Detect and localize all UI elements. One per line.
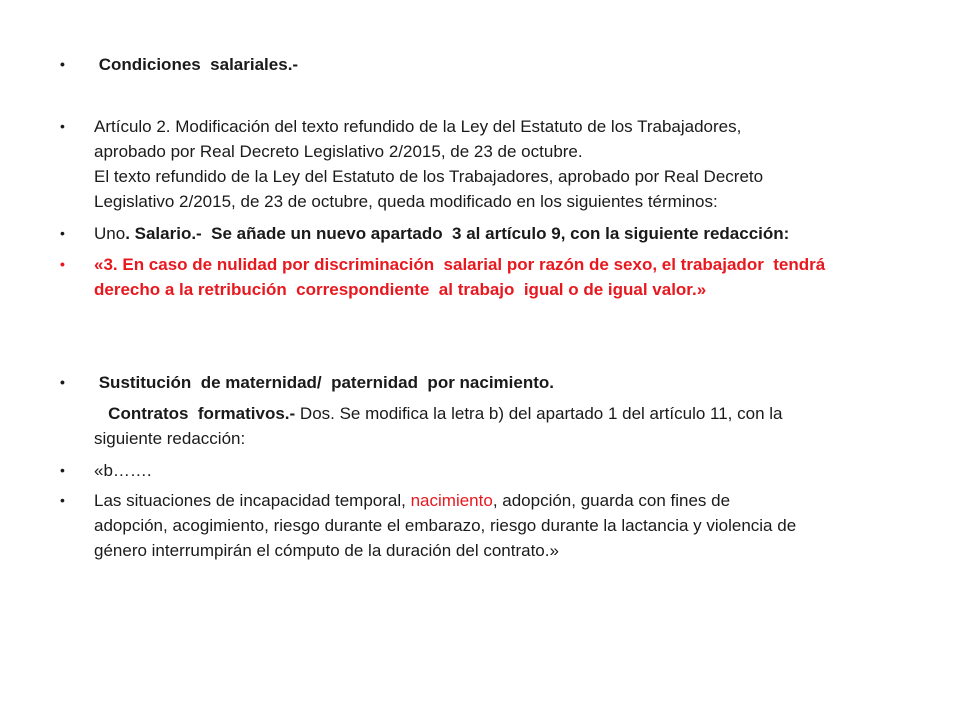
item-text: Condiciones salariales.- xyxy=(94,55,299,74)
bullet-item-articulo-2 xyxy=(60,114,914,214)
item-prefix: Uno xyxy=(94,224,126,243)
bullet-item-sustitucion xyxy=(60,370,914,395)
bullet-item-condiciones-salariales xyxy=(60,52,914,77)
item-bold-text: Contratos formativos.- xyxy=(94,404,296,423)
bullet-item-situaciones xyxy=(60,488,914,563)
highlight-text: nacimiento xyxy=(410,491,493,510)
item-line: Artículo 2. Modificación del texto refundido de la Ley del Estatuto de los Trabajadores, xyxy=(94,117,742,136)
bullet-glyph: • xyxy=(60,225,65,241)
bullet-glyph: • xyxy=(60,256,65,272)
item-text: Sustitución de maternidad/ paternidad por nacimiento. xyxy=(94,373,555,392)
item-line: derecho a la retribución correspondiente al trabajo igual o de igual valor.» xyxy=(94,280,707,299)
bullet-glyph: • xyxy=(60,492,65,508)
paragraph-contratos-formativos xyxy=(94,401,914,451)
item-text: , adopción, guarda con fines de xyxy=(492,491,731,510)
item-line: aprobado por Real Decreto Legislativo 2/2015, de 23 de octubre. xyxy=(94,142,583,161)
bullet-item-apartado-3 xyxy=(60,252,914,302)
item-text: «b……. xyxy=(94,461,152,480)
bullet-glyph: • xyxy=(60,462,65,478)
item-bold-text: . Salario.- Se añade un nuevo apartado 3 al artículo 9, con la siguiente redacción: xyxy=(125,224,790,243)
bullet-glyph: • xyxy=(60,56,65,72)
bullet-item-letra-b xyxy=(60,458,914,483)
item-line: «3. En caso de nulidad por discriminación salarial por razón de sexo, el trabajador tendrá xyxy=(94,255,826,274)
bullet-item-uno-salario xyxy=(60,221,914,246)
item-text: Dos. Se modifica la letra b) del apartado 1 del artículo 11, con la xyxy=(295,404,783,423)
bullet-glyph: • xyxy=(60,118,65,134)
item-line: siguiente redacción: xyxy=(94,429,246,448)
item-line: El texto refundido de la Ley del Estatuto de los Trabajadores, aprobado por Real Decreto xyxy=(94,167,764,186)
item-line: Legislativo 2/2015, de 23 de octubre, queda modificado en los siguientes términos: xyxy=(94,192,718,211)
item-line: adopción, acogimiento, riesgo durante el embarazo, riesgo durante la lactancia y violencia de xyxy=(94,516,797,535)
item-text: Las situaciones de incapacidad temporal, xyxy=(94,491,411,510)
item-line: género interrumpirán el cómputo de la duración del contrato.» xyxy=(94,541,559,560)
bullet-glyph: • xyxy=(60,374,65,390)
